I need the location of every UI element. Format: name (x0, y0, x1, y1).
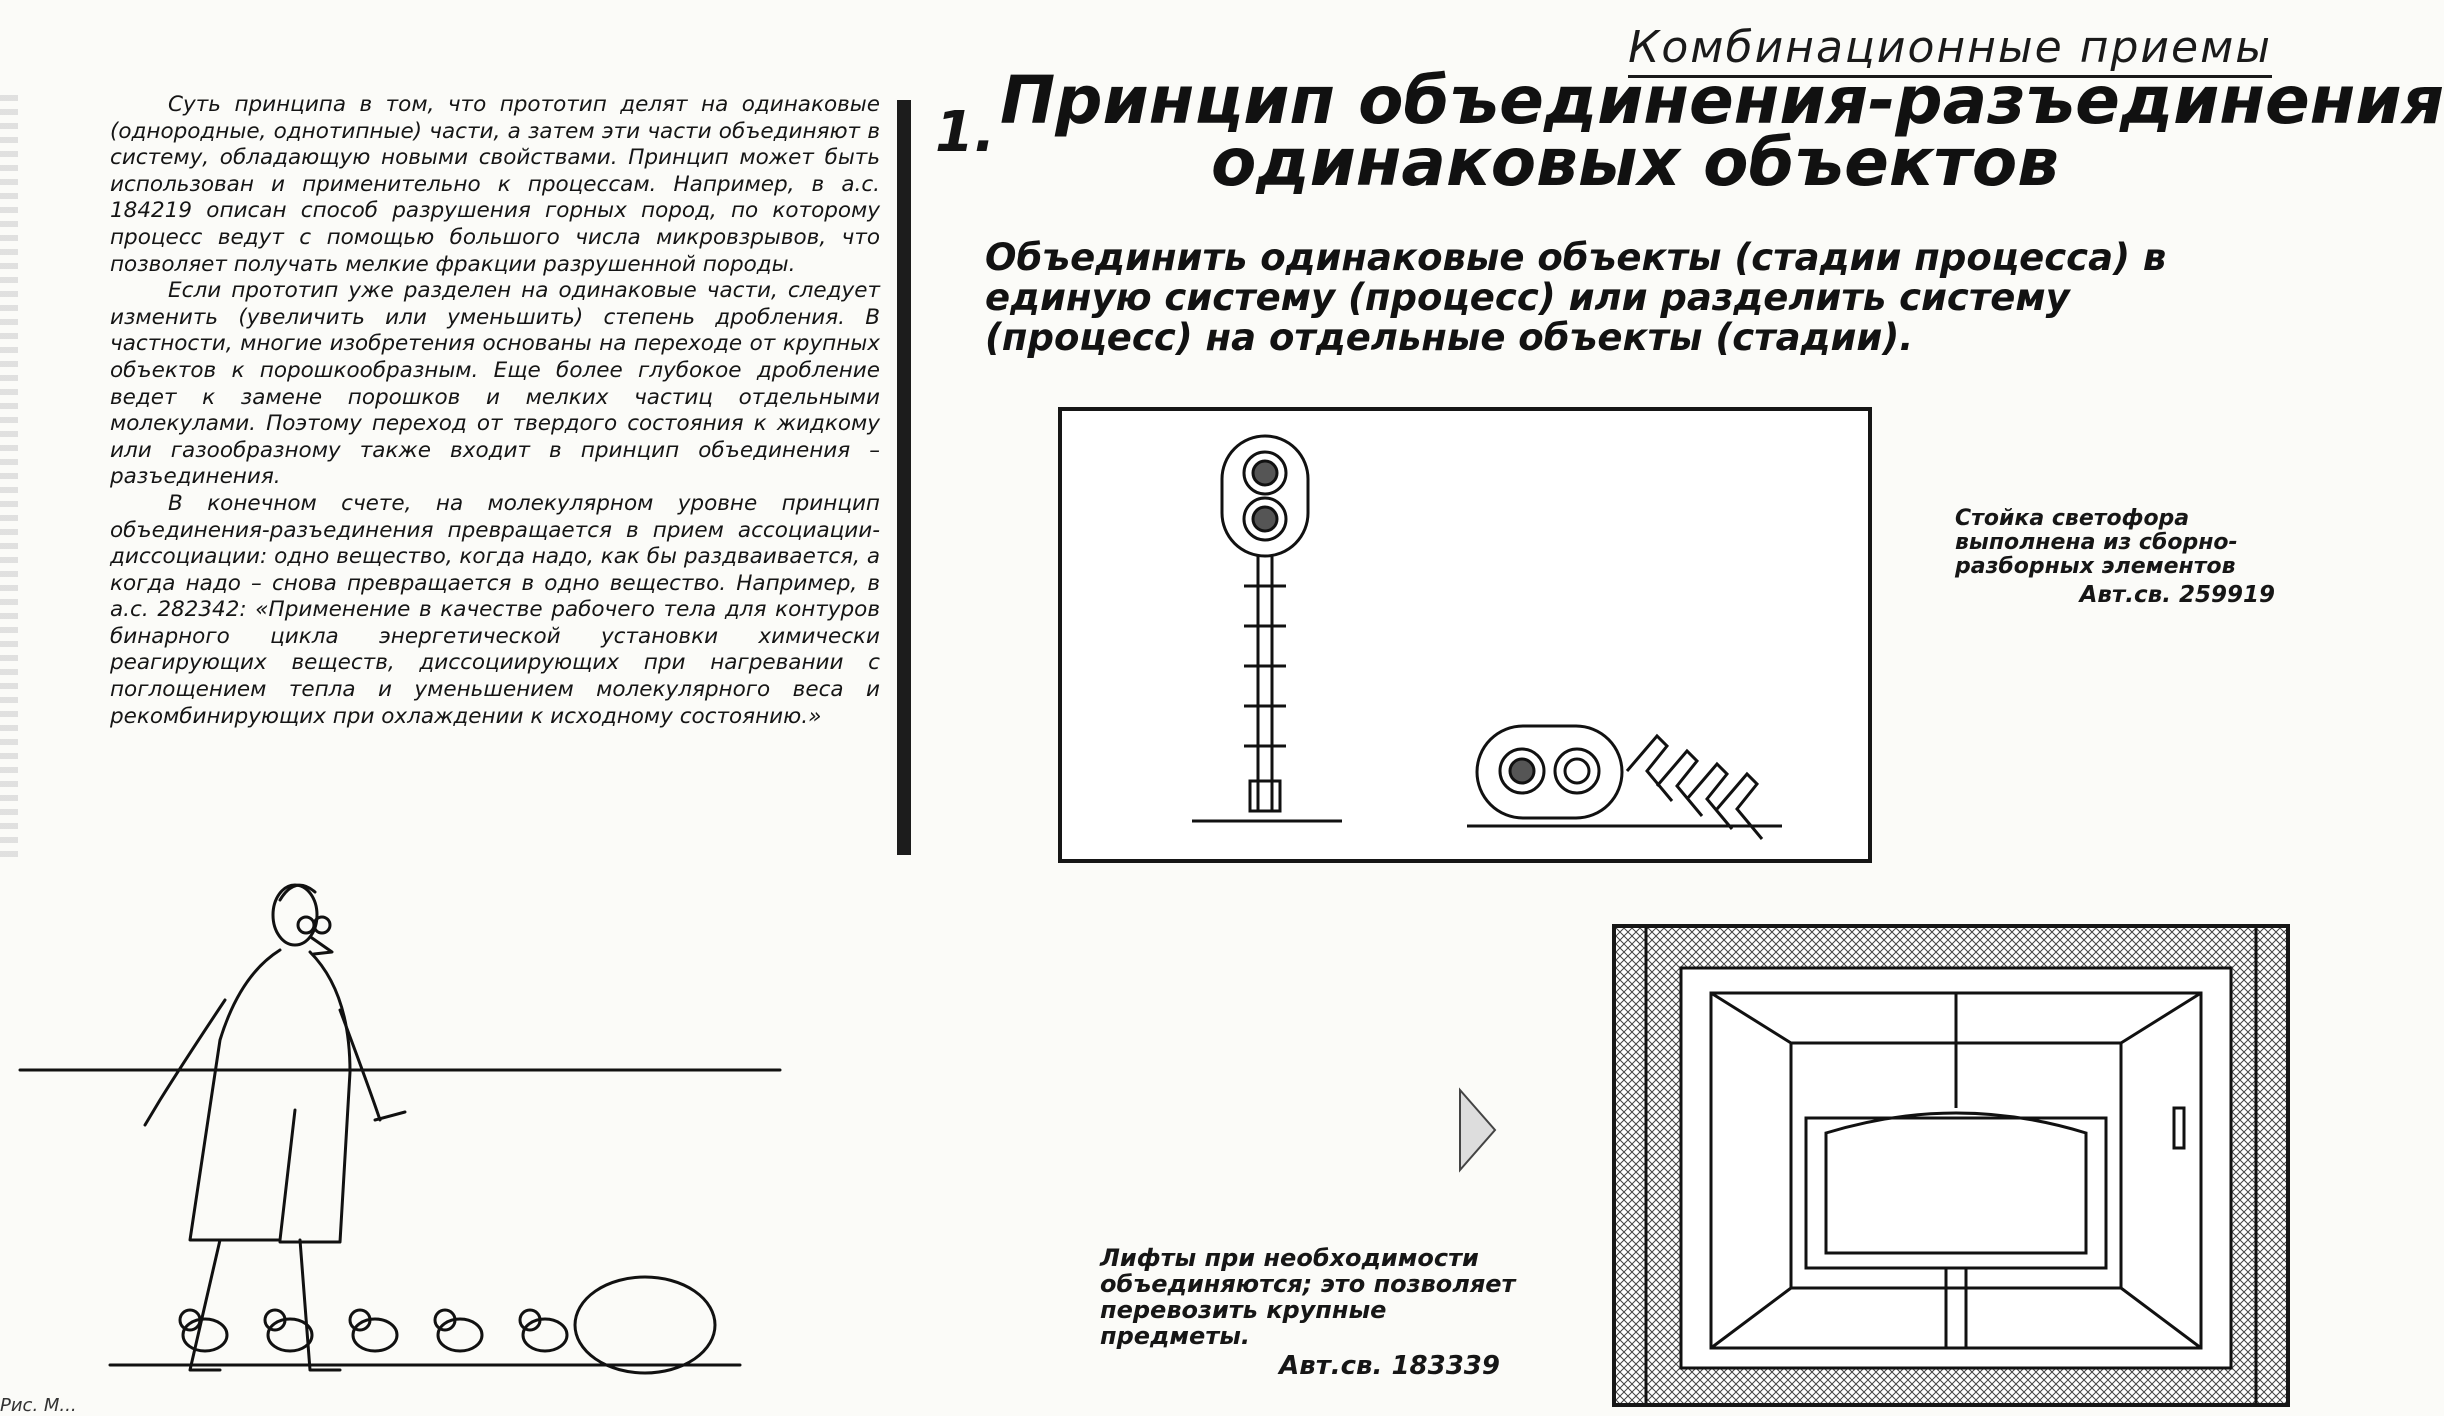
traffic-light-patent-ref: Авт.св. 259919 (2079, 582, 2275, 608)
elevator-caption-text: Лифты при необходимости объединяются; это позволяет перевозить крупные предметы. (1100, 1244, 1516, 1350)
traffic-light-drawing (1062, 411, 1868, 859)
page-edge-shading (0, 95, 18, 865)
body-paragraph-2: Если прототип уже разделен на одинаковые части, следует изменить (увеличить или уменьшить) степень дробления. В частности, многие изобретения основаны на переходе от крупных объектов к порошкообразным. Еще более глубокое дробление ведет к замене порошков и мелких частиц отдельными молекулами. Поэтому переход от твердого состояния к жидкому или газообразному также входит в принцип объединения – разъединения. (110, 278, 880, 490)
elevator-caption (1100, 1245, 1520, 1379)
body-paragraph-1: Суть принципа в том, что прототип делят на одинаковые (однородные, однотипные) части, а затем эти части объединяют в систему, обладающую новыми свойствами. Принцип может быть использован и применительно к процессам. Например, в а.с. 184219 описан способ разрушения горных пород, по которому процесс ведут с помощью большого числа микровзрывов, что позволяет получать мелкие фракции разрушенной породы. (110, 92, 880, 277)
principle-title (1000, 62, 2444, 201)
cartoon-man-with-chicks (20, 880, 780, 1400)
elevator-drawing (1616, 928, 2286, 1403)
body-paragraph-3: В конечном счете, на молекулярном уровне принцип объединения-разъединения превращается в прием ассоциации-диссоциации: одно вещество, когда надо, как бы раздваивается, а когда надо – снова превращается в одно вещество. Например, в а.с. 282342: «Применение в качестве рабочего тела для контуров бинарного цикла энергетической установки химически реагирующих веществ, диссоциирующих при нагревании с поглощением тепла и уменьшением молекулярного веса и рекомбинирующих при охлаждении к исходному состоянию.» (110, 490, 880, 729)
elevator-figure (1612, 924, 2290, 1407)
elevator-patent-ref: Авт.св. 183339 (1279, 1351, 1500, 1381)
arrow-right-icon (1455, 1085, 1500, 1175)
vertical-rule (897, 100, 911, 855)
principle-number: 1. (935, 100, 996, 165)
traffic-light-caption-text: Стойка светофора выполнена из сборно-разборных элементов (1955, 506, 2238, 579)
body-text-column (110, 92, 880, 730)
traffic-light-figure (1058, 407, 1872, 863)
signal-head (1222, 436, 1308, 556)
title-line-2: одинаковых объектов (1210, 124, 2060, 201)
section-header: Комбинационные приемы (1628, 22, 2272, 78)
footer-fragment: Рис. М... (0, 1395, 77, 1416)
title-line-1: Принцип объединения-разъединения (1000, 62, 2444, 139)
principle-statement: Объединить одинаковые объекты (стадии процесса) в единую систему (процесс) или разделить систему (процесс) на отдельные объекты (стадии). (985, 236, 2167, 359)
traffic-light-caption (1955, 507, 2275, 607)
